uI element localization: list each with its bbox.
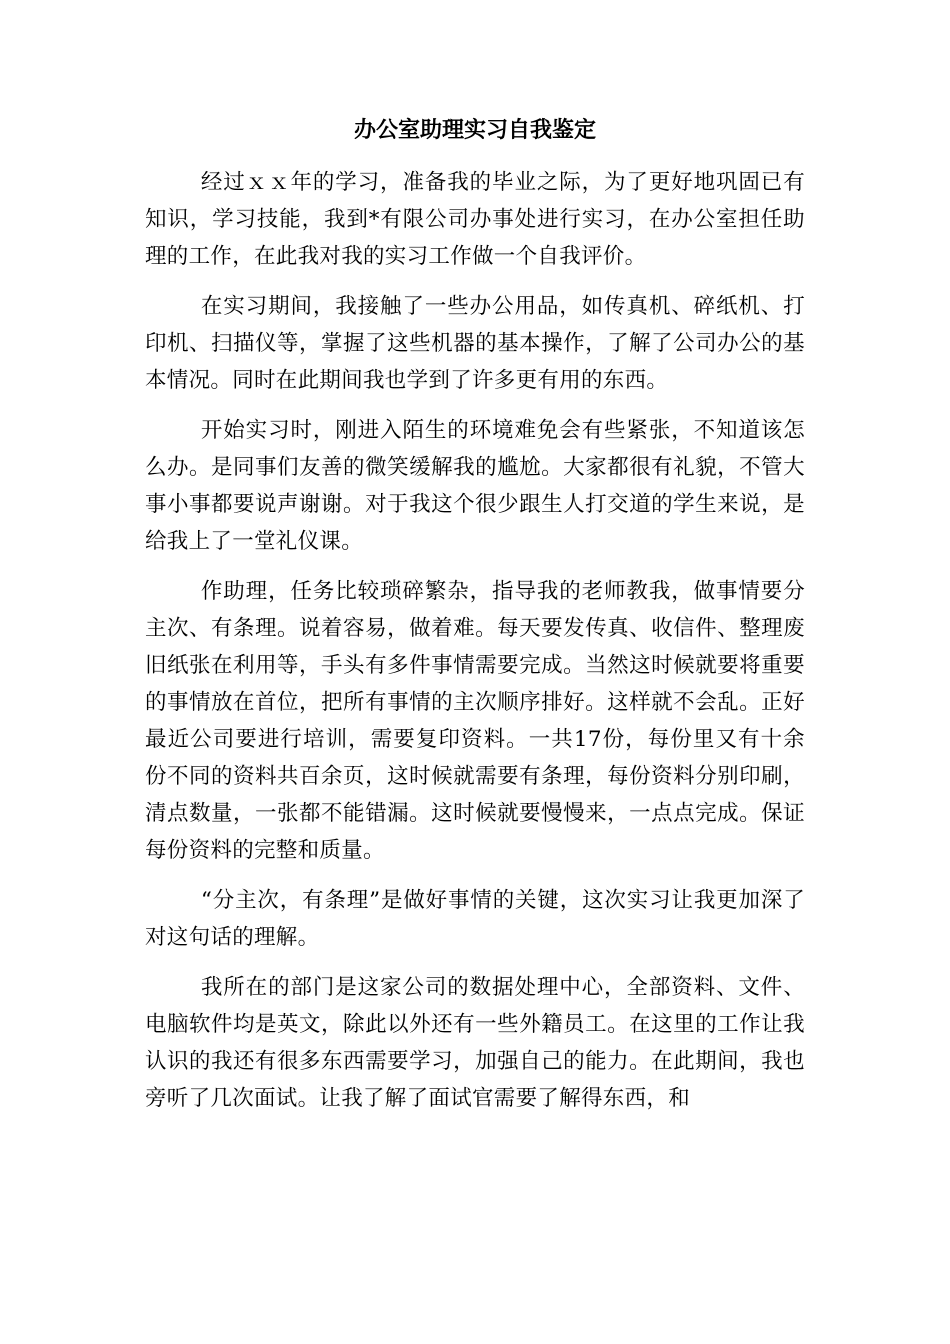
paragraph-5: “分主次，有条理”是做好事情的关键，这次实习让我更加深了对这句话的理解。 bbox=[145, 888, 805, 950]
paragraph-1: 经过ｘｘ年的学习，准备我的毕业之际，为了更好地巩固已有知识，学习技能，我到*有限公司办事处进行实习，在办公室担任助理的工作，在此我对我的实习工作做一个自我评价。 bbox=[145, 170, 805, 269]
document-title: 办公室助理实习自我鉴定 bbox=[353, 117, 596, 143]
paragraph-4: 作助理，任务比较琐碎繁杂，指导我的老师教我，做事情要分主次、有条理。说着容易，做着难。每天要发传真、收信件、整理废旧纸张在利用等，手头有多件事情需要完成。当然这时候就要将重要的事情放在首位，把所有事情的主次顺序排好。这样就不会乱。正好最近公司要进行培训，需要复印资料。一共17份，每份里又有十余份不同的资料共百余页，这时候就需要有条理，每份资料分别印刷，清点数量，一张都不能错漏。这时候就要慢慢来，一点点完成。保证每份资料的完整和质量。 bbox=[145, 579, 805, 863]
paragraph-3: 开始实习时，刚进入陌生的环境难免会有些紧张，不知道该怎么办。是同事们友善的微笑缓解我的尴尬。大家都很有礼貌，不管大事小事都要说声谢谢。对于我这个很少跟生人打交道的学生来说，是给我上了一堂礼仪课。 bbox=[145, 418, 805, 554]
paragraph-2: 在实习期间，我接触了一些办公用品，如传真机、碎纸机、打印机、扫描仪等，掌握了这些机器的基本操作，了解了公司办公的基本情况。同时在此期间我也学到了许多更有用的东西。 bbox=[145, 294, 805, 393]
document-body bbox=[145, 164, 805, 1130]
paragraph-6: 我所在的部门是这家公司的数据处理中心，全部资料、文件、电脑软件均是英文，除此以外还有一些外籍员工。在这里的工作让我认识的我还有很多东西需要学习，加强自己的能力。在此期间，我也旁听了几次面试。让我了解了面试官需要了解得东西，和 bbox=[145, 975, 805, 1111]
